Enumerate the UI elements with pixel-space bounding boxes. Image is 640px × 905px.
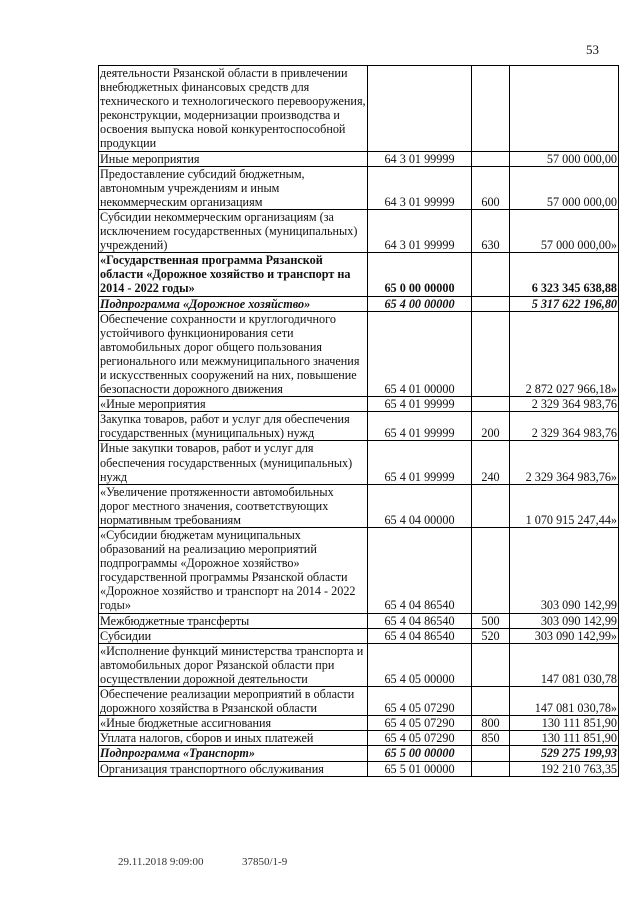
row-sum: 147 081 030,78 (510, 643, 619, 686)
row-name: «Иные бюджетные ассигнования (99, 716, 368, 731)
row-sum: 303 090 142,99» (510, 628, 619, 643)
row-type (472, 311, 510, 397)
row-type: 850 (472, 731, 510, 746)
table-row (99, 209, 619, 252)
table-row (99, 66, 619, 152)
row-type: 600 (472, 166, 510, 209)
table-row (99, 716, 619, 731)
footer-date: 29.11.2018 9:09:00 (118, 856, 204, 868)
row-sum: 2 329 364 983,76 (510, 397, 619, 412)
table-row (99, 528, 619, 614)
row-code: 65 0 00 00000 (368, 253, 472, 296)
table-row (99, 613, 619, 628)
row-code: 65 5 01 00000 (368, 761, 472, 776)
row-type: 520 (472, 628, 510, 643)
row-sum: 5 317 622 196,80 (510, 296, 619, 311)
row-code: 65 4 05 07290 (368, 687, 472, 716)
row-name: «Субсидии бюджетам муниципальных образований на реализацию мероприятий подпрограммы «Дорожное хозяйство» государственной программы Рязанской области «Дорожное хозяйство и транспорт на 2014 - 2022 годы» (99, 528, 368, 614)
row-sum: 192 210 763,35 (510, 761, 619, 776)
row-sum: 1 070 915 247,44» (510, 484, 619, 527)
row-code: 65 4 05 00000 (368, 643, 472, 686)
row-code: 65 4 04 86540 (368, 628, 472, 643)
row-name: «Исполнение функций министерства транспорта и автомобильных дорог Рязанской области при осуществлении дорожной деятельности (99, 643, 368, 686)
row-name: деятельности Рязанской области в привлечении внебюджетных финансовых средств для технического и технологического перевооружения, реконструкции, модернизации производства и освоения выпуска новой конкурентоспособной продукции (100, 66, 366, 151)
row-code: 65 4 01 00000 (368, 311, 472, 397)
row-code: 65 5 00 00000 (368, 746, 472, 761)
table-row (99, 731, 619, 746)
row-sum (510, 66, 619, 152)
row-name: Подпрограмма «Дорожное хозяйство» (99, 296, 368, 311)
row-type (472, 253, 510, 296)
row-code: 65 4 01 99999 (368, 412, 472, 441)
table-row (99, 412, 619, 441)
row-name: Уплата налогов, сборов и иных платежей (99, 731, 368, 746)
row-code: 65 4 04 86540 (368, 528, 472, 614)
row-code: 65 4 04 00000 (368, 484, 472, 527)
row-type (472, 397, 510, 412)
row-sum: 57 000 000,00 (510, 151, 619, 166)
row-sum: 57 000 000,00» (510, 209, 619, 252)
row-type (472, 746, 510, 761)
row-type: 200 (472, 412, 510, 441)
row-name: Предоставление субсидий бюджетным, автономным учреждениям и иным некоммерческим организациям (99, 166, 368, 209)
table-row (99, 166, 619, 209)
row-type (472, 484, 510, 527)
row-sum: 2 329 364 983,76 (510, 412, 619, 441)
row-code: 65 4 05 07290 (368, 731, 472, 746)
row-name: Организация транспортного обслуживания (99, 761, 368, 776)
table-row (99, 761, 619, 776)
table-row (99, 643, 619, 686)
row-code: 65 4 04 86540 (368, 613, 472, 628)
row-code: 65 4 01 99999 (368, 441, 472, 484)
table-row (99, 746, 619, 761)
row-name: Субсидии (99, 628, 368, 643)
row-type (472, 66, 510, 152)
row-type (472, 528, 510, 614)
row-sum: 303 090 142,99 (510, 528, 619, 614)
row-name: Закупка товаров, работ и услуг для обеспечения государственных (муниципальных) нужд (99, 412, 368, 441)
row-name: «Иные мероприятия (99, 397, 368, 412)
row-name: Подпрограмма «Транспорт» (99, 746, 368, 761)
row-sum: 6 323 345 638,88 (510, 253, 619, 296)
row-name: «Увеличение протяженности автомобильных дорог местного значения, соответствующих нормативным требованиям (99, 484, 368, 527)
row-sum: 2 329 364 983,76» (510, 441, 619, 484)
page-number: 53 (586, 42, 599, 57)
row-code (368, 66, 472, 152)
table-row (99, 253, 619, 296)
table-row (99, 397, 619, 412)
row-code: 65 4 05 07290 (368, 716, 472, 731)
row-sum: 147 081 030,78» (510, 687, 619, 716)
row-name: Иные закупки товаров, работ и услуг для обеспечения государственных (муниципальных) нужд (99, 441, 368, 484)
row-sum: 529 275 199,93 (510, 746, 619, 761)
table-row (99, 296, 619, 311)
table-row (99, 151, 619, 166)
row-code: 64 3 01 99999 (368, 166, 472, 209)
row-type: 800 (472, 716, 510, 731)
row-type (472, 296, 510, 311)
row-sum: 57 000 000,00 (510, 166, 619, 209)
row-type: 240 (472, 441, 510, 484)
row-type (472, 761, 510, 776)
row-type (472, 151, 510, 166)
row-code: 65 4 01 99999 (368, 397, 472, 412)
row-name: Иные мероприятия (99, 151, 368, 166)
row-name: Межбюджетные трансферты (99, 613, 368, 628)
row-type: 500 (472, 613, 510, 628)
budget-table (98, 65, 619, 777)
row-name: Обеспечение сохранности и круглогодичного устойчивого функционирования сети автомобильных дорог общего пользования регионального или межмуниципального значения и искусственных сооружений на них, повышение безопасности дорожного движения (99, 311, 368, 397)
row-name: Обеспечение реализации мероприятий в области дорожного хозяйства в Рязанской области (99, 687, 368, 716)
row-type (472, 687, 510, 716)
row-code: 64 3 01 99999 (368, 209, 472, 252)
row-sum: 130 111 851,90 (510, 731, 619, 746)
row-type: 630 (472, 209, 510, 252)
table-row (99, 628, 619, 643)
table-row (99, 441, 619, 484)
table-row (99, 484, 619, 527)
row-sum: 303 090 142,99 (510, 613, 619, 628)
row-name: «Государственная программа Рязанской области «Дорожное хозяйство и транспорт на 2014 - 2022 годы» (99, 253, 368, 296)
row-name: Субсидии некоммерческим организациям (за исключением государственных (муниципальных) учреждений) (99, 209, 368, 252)
table-row (99, 311, 619, 397)
row-sum: 130 111 851,90 (510, 716, 619, 731)
row-code: 65 4 00 00000 (368, 296, 472, 311)
row-sum: 2 872 027 966,18» (510, 311, 619, 397)
row-type (472, 643, 510, 686)
table-row (99, 687, 619, 716)
footer-ref: 37850/1-9 (242, 856, 288, 868)
row-code: 64 3 01 99999 (368, 151, 472, 166)
budget-rows (99, 66, 619, 777)
